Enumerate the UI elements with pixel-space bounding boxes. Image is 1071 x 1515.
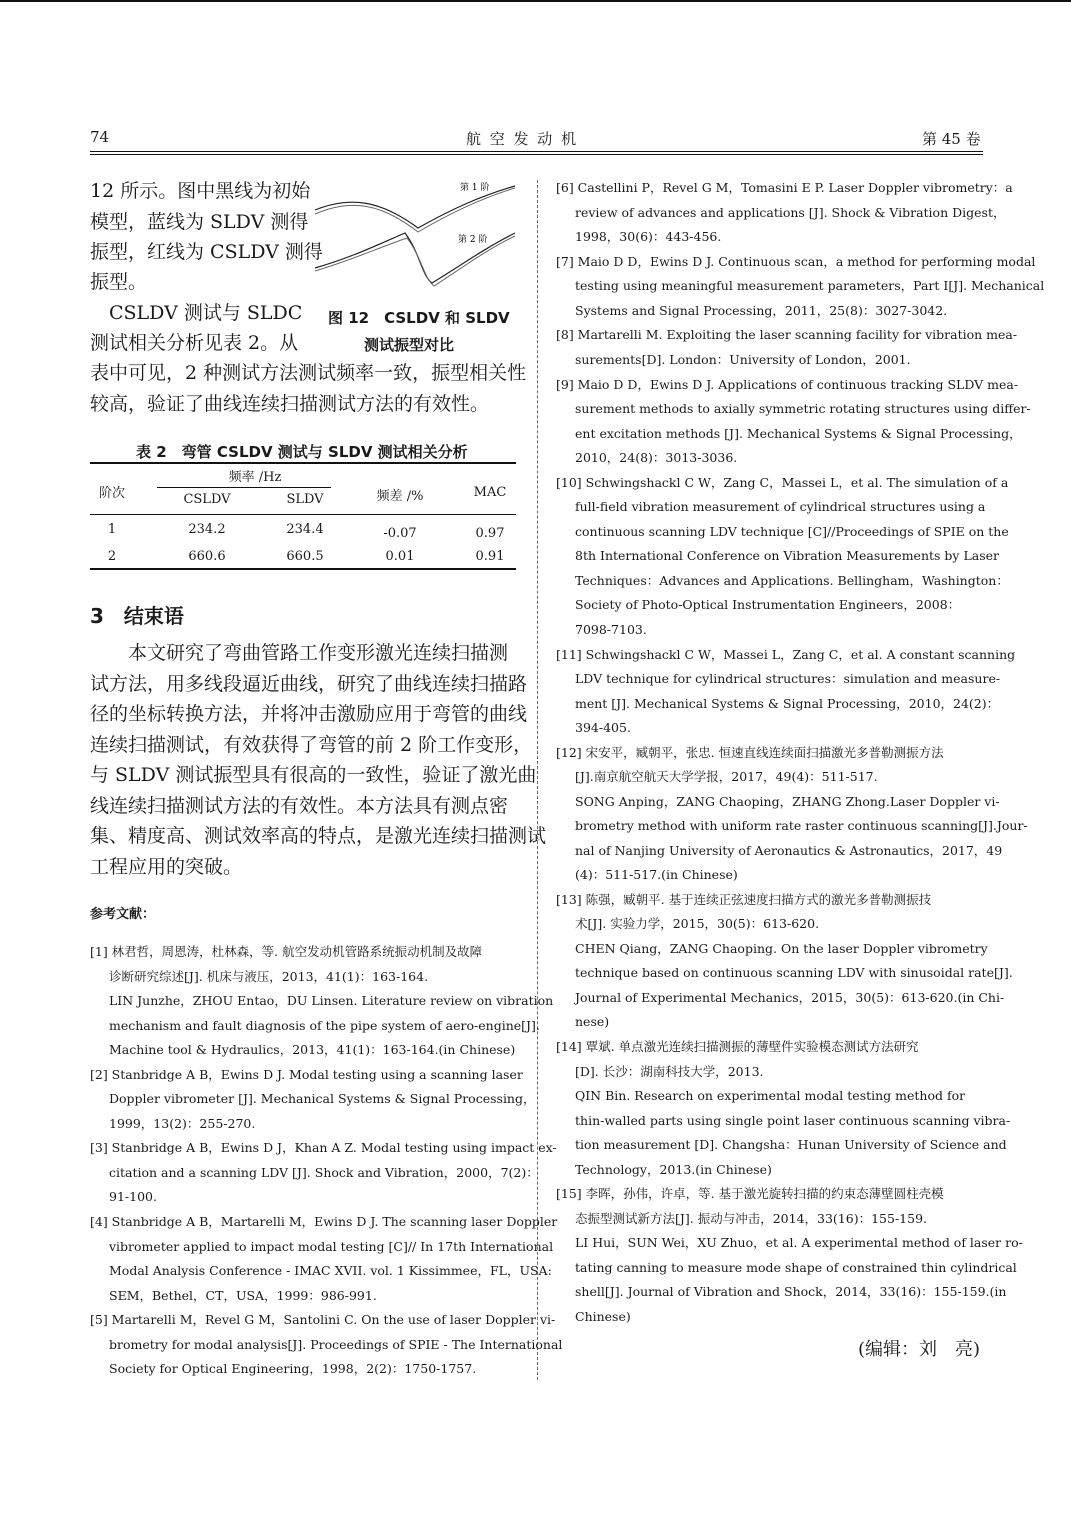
header-rule-2 — [90, 154, 983, 155]
table-top-rule — [90, 462, 516, 464]
body-line: 12 所示。图中黑线为初始 — [90, 180, 311, 202]
body-line: 与 SLDV 测试振型具有很高的一致性，验证了激光曲 — [90, 764, 537, 786]
body-line: 线连续扫描测试方法的有效性。本方法具有测点密 — [90, 795, 509, 817]
reference-line: technique based on continuous scanning LDV with sinusoidal rate[J]. — [575, 965, 1013, 981]
reference-line: 诊断研究综述[J]. 机床与液压，2013，41(1)：163-164. — [109, 968, 429, 984]
reference-entry — [556, 323, 1018, 372]
reference-entry — [90, 1210, 558, 1308]
section-heading: 3 结束语 — [90, 604, 184, 628]
reference-line: mechanism and fault diagnosis of the pipe system of aero-engine[J]. — [109, 1017, 540, 1033]
table-bottom-rule — [90, 568, 516, 570]
reference-line: 术[J]. 实验力学，2015，30(5)：613-620. — [575, 916, 820, 932]
reference-line: [7] Maio D D，Ewins D J. Continuous scan，a method for performing modal — [556, 253, 1036, 269]
reference-line: LDV technique for cylindrical structures：simulation and measure- — [575, 671, 1001, 686]
table-cell: 660.5 — [286, 549, 324, 564]
reference-line: SONG Anping，ZANG Chaoping，ZHANG Zhong.Laser Doppler vi- — [575, 793, 1000, 809]
reference-line: tating canning to measure mode shape of constrained thin cylindrical — [575, 1259, 1017, 1275]
reference-line: testing using meaningful measurement parameters，Part I[J]. Mechanical — [575, 278, 1045, 294]
reference-line: Doppler vibrometer [J]. Mechanical Systems & Signal Processing， — [109, 1091, 536, 1107]
table-header-freq: 频率 /Hz — [228, 470, 282, 485]
reference-line: tion measurement [D]. Changsha：Hunan University of Science and — [575, 1137, 1007, 1153]
reference-line: [13] 陈强，臧朝平. 基于连续正弦速度扫描方式的激光多普勒测振技 — [556, 891, 932, 907]
reference-entry — [556, 1182, 1023, 1329]
reference-line: SEM，Bethel，CT，USA，1999：986-991. — [109, 1287, 377, 1303]
reference-entry — [556, 1035, 1011, 1182]
reference-entry — [556, 373, 1031, 471]
reference-line: surement methods to axially symmetric rotating structures using differ- — [575, 401, 1031, 417]
header-rule — [90, 151, 983, 152]
reference-line: [8] Martarelli M. Exploiting the laser scanning facility for vibration mea- — [556, 327, 1018, 343]
table-cell: 234.4 — [286, 522, 324, 537]
table-sub-rule — [157, 487, 331, 488]
reference-entry — [556, 250, 1045, 324]
reference-entry — [90, 1063, 536, 1137]
reference-line: Techniques：Advances and Applications. Bellingham，Washington： — [575, 572, 1009, 588]
reference-line: 2010，24(8)：3013-3036. — [575, 450, 738, 466]
reference-line: ment [J]. Mechanical Systems & Signal Processing，2010，24(2)： — [575, 695, 1000, 711]
body-line: 工程应用的突破。 — [90, 856, 243, 878]
reference-line: citation and a scanning LDV [J]. Shock and Vibration，2000，7(2)： — [109, 1164, 539, 1180]
reference-entry — [90, 1308, 563, 1382]
reference-line: CHEN Qiang，ZANG Chaoping. On the laser Doppler vibrometry — [575, 940, 988, 956]
reference-entry — [556, 888, 1013, 1035]
reference-line: 1998，30(6)：443-456. — [575, 229, 722, 244]
reference-line: Modal Analysis Conference - IMAC XVII. vol. 1 Kissimmee，FL，USA: — [109, 1263, 552, 1279]
figure-caption-2: 测试振型对比 — [364, 336, 455, 354]
reference-line: 7098-7103. — [575, 621, 647, 637]
body-line: 径的坐标转换方法，并将冲击激励应用于弯管的曲线 — [90, 703, 528, 725]
reference-line: 1999，13(2)：255-270. — [109, 1115, 256, 1131]
reference-line: thin-walled parts using single point laser continuous scanning vibra- — [575, 1112, 1011, 1128]
reference-line: brometry method with uniform rate raster continuous scanning[J].Jour- — [575, 818, 1028, 834]
reference-line: [9] Maio D D，Ewins D J. Applications of continuous tracking SLDV mea- — [556, 376, 1019, 392]
reference-line: Technology，2013.(in Chinese) — [575, 1161, 772, 1177]
body-line: 振型。 — [90, 271, 148, 293]
references-heading: 参考文献： — [90, 907, 156, 922]
table-header-csldv: CSLDV — [183, 492, 231, 507]
figure-caption: 图 12 CSLDV 和 SLDV — [328, 309, 510, 327]
table-cell: 0.01 — [385, 549, 415, 564]
reference-entry — [556, 741, 1028, 888]
table-header-mac: MAC — [473, 485, 507, 500]
reference-line: [14] 覃斌. 单点激光连续扫描测振的薄壁件实验模态测试方法研究 — [556, 1039, 919, 1055]
reference-line: [D]. 长沙：湖南科技大学，2013. — [575, 1063, 764, 1079]
reference-entry — [90, 1136, 557, 1210]
body-line: 较高，验证了曲线连续扫描测试方法的有效性。 — [90, 393, 490, 415]
table-cell: 234.2 — [188, 522, 226, 537]
reference-line: [6] Castellini P，Revel G M，Tomasini E P. Laser Doppler vibrometry：a — [556, 180, 1013, 195]
reference-line: 态振型测试新方法[J]. 振动与冲击，2014，33(16)：155-159. — [575, 1210, 928, 1226]
table-cell: 1 — [107, 522, 117, 537]
reference-line: [5] Martarelli M，Revel G M，Santolini C. On the use of laser Doppler vi- — [90, 1312, 556, 1328]
reference-entry — [90, 940, 554, 1063]
reference-line: LI Hui，SUN Wei，XU Zhuo，et al. A experimental method of laser ro- — [575, 1235, 1023, 1251]
body-line: 振型，红线为 CSLDV 测得 — [90, 241, 323, 263]
journal-title: 航 空 发 动 机 — [466, 130, 579, 148]
body-line: 模型，蓝线为 SLDV 测得 — [90, 211, 309, 233]
body-line: 表中可见，2 种测试方法测试频率一致，振型相关性 — [90, 362, 527, 384]
reference-line: [2] Stanbridge A B，Ewins D J. Modal testing using a scanning laser — [90, 1066, 523, 1082]
editor-note: (编辑：刘 亮) — [858, 1339, 981, 1360]
reference-line: (4)：511-517.(in Chinese) — [575, 867, 738, 883]
body-line: 测试相关分析见表 2。从 — [90, 332, 299, 354]
table-cell: 0.97 — [475, 526, 505, 541]
body-line: 连续扫描测试，有效获得了弯管的前 2 阶工作变形， — [90, 734, 533, 756]
table-cell: 660.6 — [188, 549, 226, 564]
reference-line: brometry for modal analysis[J]. Proceedings of SPIE - The International — [109, 1336, 563, 1352]
reference-line: vibrometer applied to impact modal testing [C]// In 17th International — [109, 1238, 554, 1254]
table-cell: 2 — [107, 549, 117, 564]
reference-entry — [556, 643, 1016, 741]
reference-line: Journal of Experimental Mechanics，2015，30(5)：613-620.(in Chi- — [575, 989, 1005, 1005]
reference-line: [11] Schwingshackl C W，Massei L，Zang C，et al. A constant scanning — [556, 646, 1016, 662]
table-header-sldv: SLDV — [286, 492, 324, 507]
body-line: 本文研究了弯曲管路工作变形激光连续扫描测 — [90, 642, 509, 664]
reference-entry — [556, 471, 1009, 643]
reference-line: 394-405. — [575, 720, 631, 735]
body-line: 试方法，用多线段逼近曲线，研究了曲线连续扫描路 — [90, 673, 528, 695]
reference-line: review of advances and applications [J]. Shock & Vibration Digest， — [575, 204, 1006, 220]
mode-shape-figure — [310, 178, 520, 298]
reference-line: surements[D]. London：University of London，2001. — [575, 351, 911, 367]
reference-line: Systems and Signal Processing，2011，25(8)：3027-3042. — [575, 302, 948, 318]
reference-line: ent excitation methods [J]. Mechanical Systems & Signal Processing， — [575, 425, 1022, 441]
reference-line: [J].南京航空航天大学学报，2017，49(4)：511-517. — [575, 769, 878, 785]
reference-line: nese) — [575, 1014, 610, 1030]
reference-line: [15] 李晖，孙伟，许卓，等. 基于激光旋转扫描的约束态薄壁圆柱壳模 — [556, 1186, 944, 1202]
reference-line: nal of Nanjing University of Aeronautics & Astronautics，2017，49 — [575, 842, 1003, 858]
reference-line: Society for Optical Engineering，1998，2(2)：1750-1757. — [109, 1361, 477, 1377]
table-cell: 0.91 — [475, 549, 505, 564]
reference-line: Chinese) — [575, 1308, 631, 1324]
reference-line: QIN Bin. Research on experimental modal testing method for — [575, 1088, 966, 1104]
reference-line: continuous scanning LDV technique [C]//Proceedings of SPIE on the — [575, 523, 1009, 539]
reference-line: [12] 宋安平，臧朝平，张忠. 恒速直线连续面扫描激光多普勒测振方法 — [556, 744, 944, 760]
body-line: CSLDV 测试与 SLDC — [90, 302, 303, 324]
reference-line: full-field vibration measurement of cylindrical structures using a — [575, 499, 986, 515]
mode1-label: 第 1 阶 — [460, 183, 490, 193]
reference-line: 91-100. — [109, 1189, 157, 1205]
table-header-diff: 频差 /% — [376, 489, 424, 504]
table-mid-rule — [90, 514, 516, 515]
table-cell: -0.07 — [383, 526, 417, 541]
table-title: 表 2 弯管 CSLDV 测试与 SLDV 测试相关分析 — [136, 443, 468, 461]
reference-line: shell[J]. Journal of Vibration and Shock，2014，33(16)：155-159.(in — [575, 1284, 1007, 1300]
volume-label: 第 45 卷 — [922, 130, 981, 148]
reference-line: [3] Stanbridge A B，Ewins D J，Khan A Z. Modal testing using impact ex- — [90, 1140, 557, 1156]
reference-line: LIN Junzhe，ZHOU Entao，DU Linsen. Literature review on vibration — [109, 993, 554, 1008]
table-header-order: 阶次 — [98, 486, 125, 501]
body-line: 集、精度高、测试效率高的特点，是激光连续扫描测试 — [90, 825, 547, 847]
reference-line: 8th International Conference on Vibration Measurements by Laser — [575, 548, 999, 564]
column-divider — [537, 180, 538, 1380]
reference-line: Society of Photo-Optical Instrumentation Engineers，2008： — [575, 597, 961, 613]
reference-line: [1] 林君哲，周恩涛，杜林森，等. 航空发动机管路系统振动机制及故障 — [90, 944, 483, 959]
reference-line: Machine tool & Hydraulics，2013，41(1)：163-164.(in Chinese) — [109, 1042, 516, 1057]
mode2-label: 第 2 阶 — [458, 235, 488, 245]
reference-entry — [556, 176, 1013, 250]
reference-line: [10] Schwingshackl C W，Zang C，Massei L，et al. The simulation of a — [556, 474, 1009, 490]
page-number: 74 — [90, 128, 110, 146]
reference-line: [4] Stanbridge A B，Martarelli M，Ewins D J. The scanning laser Doppler — [90, 1214, 558, 1230]
top-border-line — [0, 0, 1071, 2]
